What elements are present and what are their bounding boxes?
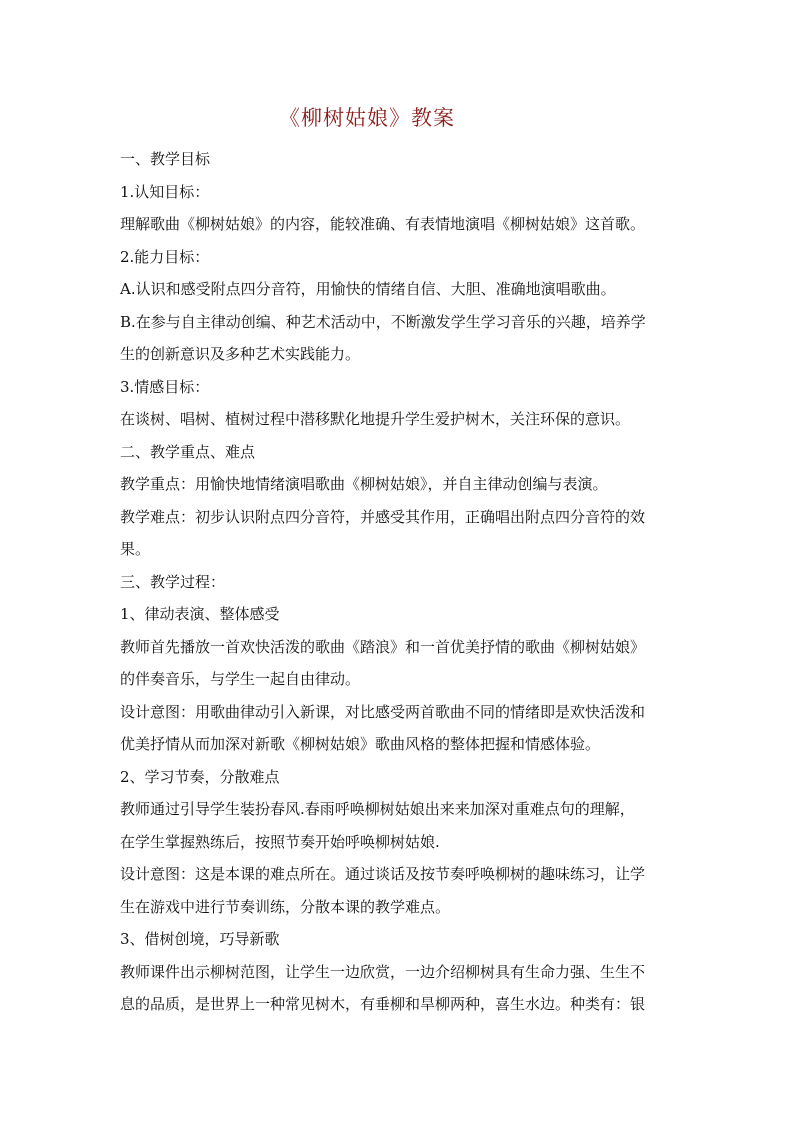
text-line: 在谈树、唱树、植树过程中潜移默化地提升学生爱护树木，关注环保的意识。 [120,410,631,428]
text-line: 理解歌曲《柳树姑娘》的内容，能较准确、有表情地演唱《柳树姑娘》这首歌。 [120,215,646,233]
text-line: 2、学习节奏，分散难点 [120,767,280,786]
text-line: 一、教学目标 [120,150,211,168]
text-line: 3.情感目标： [120,377,210,396]
text-line: 三、教学过程： [120,572,226,591]
document-title: 《柳树姑娘》教案 [279,106,455,130]
text-line: 1、律动表演、整体感受 [120,605,280,623]
text-line: 在学生掌握熟练后，按照节奏开始呼唤柳树姑娘. [120,832,440,851]
text-line: 的伴奏音乐，与学生一起自由律动。 [120,670,361,688]
text-line: 教师通过引导学生装扮春风.春雨呼唤柳树姑娘出来来加深对重难点句的理解， [120,800,635,818]
document-body [120,143,692,1021]
text-line: 1.认知目标： [120,182,210,201]
text-line: 2.能力目标： [120,247,210,266]
text-line: B.在参与自主律动创编、种艺术活动中，不断激发学生学习音乐的兴趣，培养学 [120,312,646,331]
text-line: 设计意图：这是本课的难点所在。通过谈话及按节奏呼唤柳树的趣味练习，让学 [120,865,646,883]
text-line: 教师首先播放一首欢快活泼的歌曲《踏浪》和一首优美抒情的歌曲《柳树姑娘》 [120,637,646,656]
text-line: 二、教学重点、难点 [120,442,256,461]
text-line: 息的品质，是世界上一种常见树木，有垂柳和旱柳两种，喜生水边。种类有：银 [120,995,646,1013]
text-line: 果。 [120,540,151,558]
text-line: 3、借树创境，巧导新歌 [120,930,280,948]
text-line: 教学难点：初步认识附点四分音符，并感受其作用，正确唱出附点四分音符的效 [120,507,646,526]
text-line: A.认识和感受附点四分音符，用愉快的情绪自信、大胆、准确地演唱歌曲。 [120,280,616,298]
text-line: 教师课件出示柳树范图，让学生一边欣赏，一边介绍柳树具有生命力强、生生不 [120,962,646,981]
text-line: 设计意图：用歌曲律动引入新课，对比感受两首歌曲不同的情绪即是欢快活泼和 [120,702,646,721]
text-line: 生的创新意识及多种艺术实践能力。 [120,345,361,363]
text-line: 优美抒情从而加深对新歌《柳树姑娘》歌曲风格的整体把握和情感体验。 [120,735,601,753]
text-line: 教学重点：用愉快地情绪演唱歌曲《柳树姑娘》，并自主律动创编与表演。 [120,475,608,493]
text-line: 生在游戏中进行节奏训练，分散本课的教学难点。 [120,897,451,916]
